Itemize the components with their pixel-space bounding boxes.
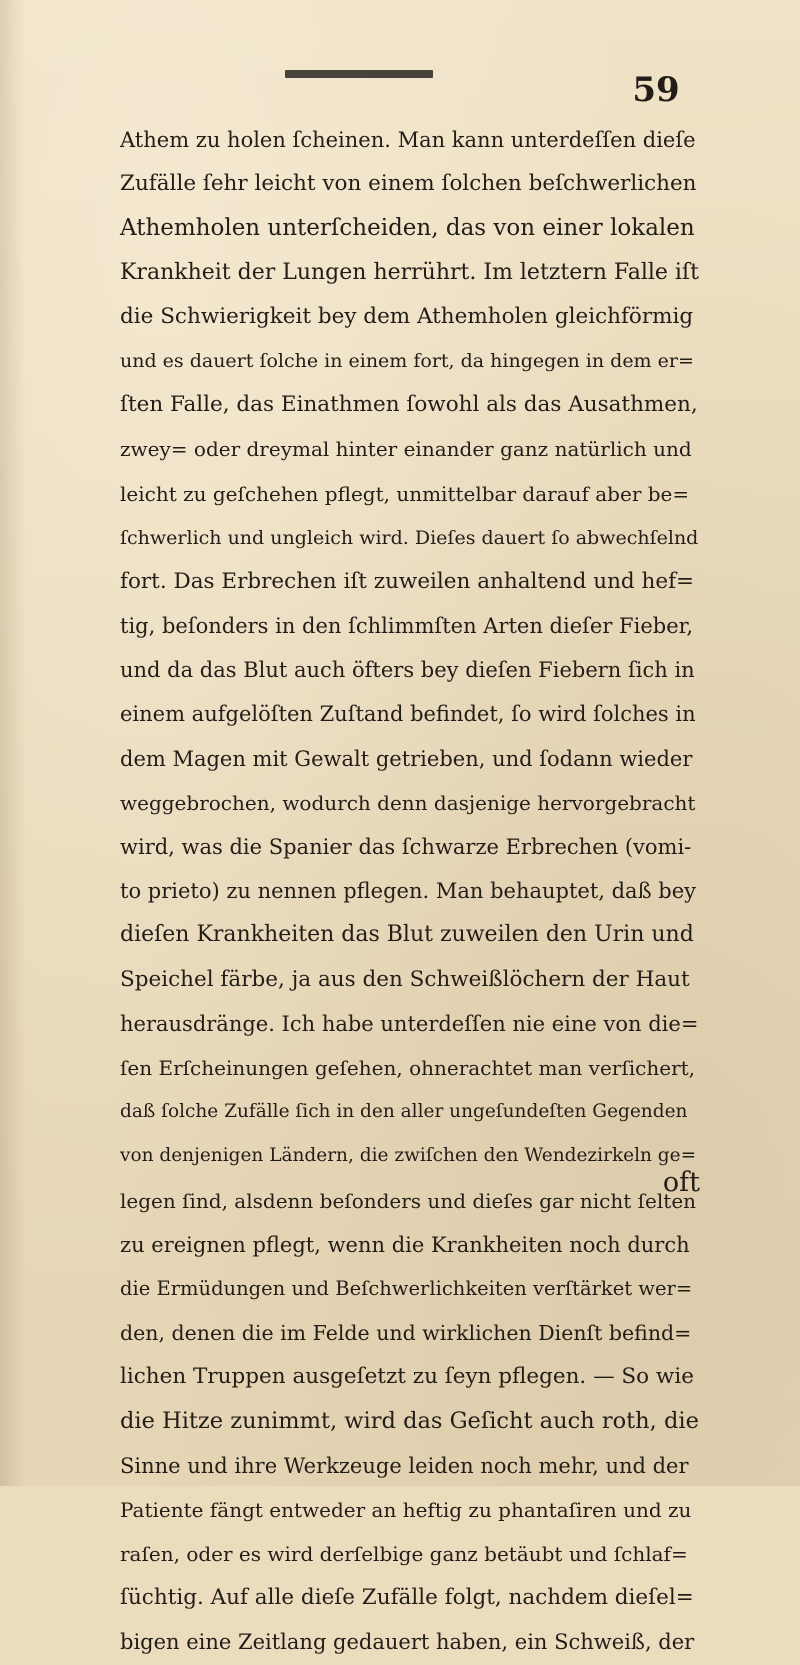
text-line: herausdränge. Ich habe unterdeſſen nie eine von die= [120,1011,699,1036]
text-line: einem aufgelöſten Zuſtand befindet, ſo wird ſolches in [120,702,696,727]
text-line: raſen, oder es wird derſelbige ganz betäubt und ſchlaf= [120,1542,688,1566]
text-line: leicht zu geſchehen pflegt, unmittelbar darauf aber be= [120,481,690,506]
text-line: to prieto) zu nennen pflegen. Man behauptet, daß bey [120,879,697,904]
page-number: 59 [632,70,680,110]
text-line: tig, beſonders in den ſchlimmſten Arten dieſer Fieber, [120,614,694,639]
text-line: Patiente fängt entweder an heftig zu phantaſiren und zu [120,1497,692,1522]
text-line: Athemholen unterſcheiden, das von einer lokalen [120,215,695,242]
text-line: legen ſind, alsdenn beſonders und dieſes gar nicht ſelten [120,1188,697,1213]
text-line: lichen Truppen ausgeſetzt zu ſeyn pflegen. — So wie [120,1364,694,1390]
text-line: ſchwerlich und ungleich wird. Dieſes dauert ſo abwechſelnd [120,526,699,549]
text-line: Zufälle ſehr leicht von einem ſolchen beſchwerlichen [120,171,697,197]
text-line: die Ermüdungen und Beſchwerlichkeiten verſtärket wer= [120,1276,693,1300]
text-line: von denjenigen Ländern, die zwiſchen den Wendezirkeln ge= [120,1145,697,1167]
catchword: oft [662,1167,700,1198]
header-rule [285,70,433,78]
text-line: wird, was die Spanier das ſchwarze Erbrechen (vomi- [120,835,692,859]
text-line: ſüchtig. Auf alle dieſe Zufälle folgt, nachdem dieſel= [120,1585,694,1611]
body-text [120,118,700,1665]
text-line: fort. Das Erbrechen iſt zuweilen anhaltend und hef= [120,568,695,594]
text-line: daß ſolche Zufälle ſich in den aller ungeſundeſten Gegenden [120,1101,688,1123]
text-line: Speichel färbe, ja aus den Schweißlöchern der Haut [120,966,690,992]
text-line: ſen Erſcheinungen geſehen, ohnerachtet man verſichert, [120,1055,696,1080]
text-line: Sinne und ihre Werkzeuge leiden noch mehr, und der [120,1453,689,1478]
text-line: Athem zu holen ſcheinen. Man kann unterdeſſen dieſe [120,128,696,152]
page-fold-shadow [0,0,26,1486]
text-line: zu ereignen pflegt, wenn die Krankheiten noch durch [120,1232,690,1257]
text-line: Krankheit der Lungen herrührt. Im letztern Falle iſt [120,259,699,285]
text-line: ſten Falle, das Einathmen ſowohl als das Ausathmen, [120,392,698,418]
text-line: zwey= oder dreymal hinter einander ganz natürlich und [120,437,692,462]
text-line: die Hitze zunimmt, wird das Geſicht auch roth, die [120,1408,699,1435]
text-line: den, denen die im Felde und wirklichen Dienſt befind= [120,1321,692,1346]
text-line: bigen eine Zeitlang gedauert haben, ein Schweiß, der [120,1630,695,1655]
text-line: dieſen Krankheiten das Blut zuweilen den Urin und [120,922,694,948]
text-line: die Schwierigkeit bey dem Athemholen gleichförmig [120,303,694,329]
text-line: dem Magen mit Gewalt getrieben, und ſodann wieder [120,746,693,771]
text-line: und da das Blut auch öfters bey dieſen Fiebern ſich in [120,658,695,683]
text-line: und es dauert ſolche in einem fort, da hingegen in dem er= [120,349,694,372]
text-line: weggebrochen, wodurch denn dasjenige hervorgebracht [120,790,696,815]
